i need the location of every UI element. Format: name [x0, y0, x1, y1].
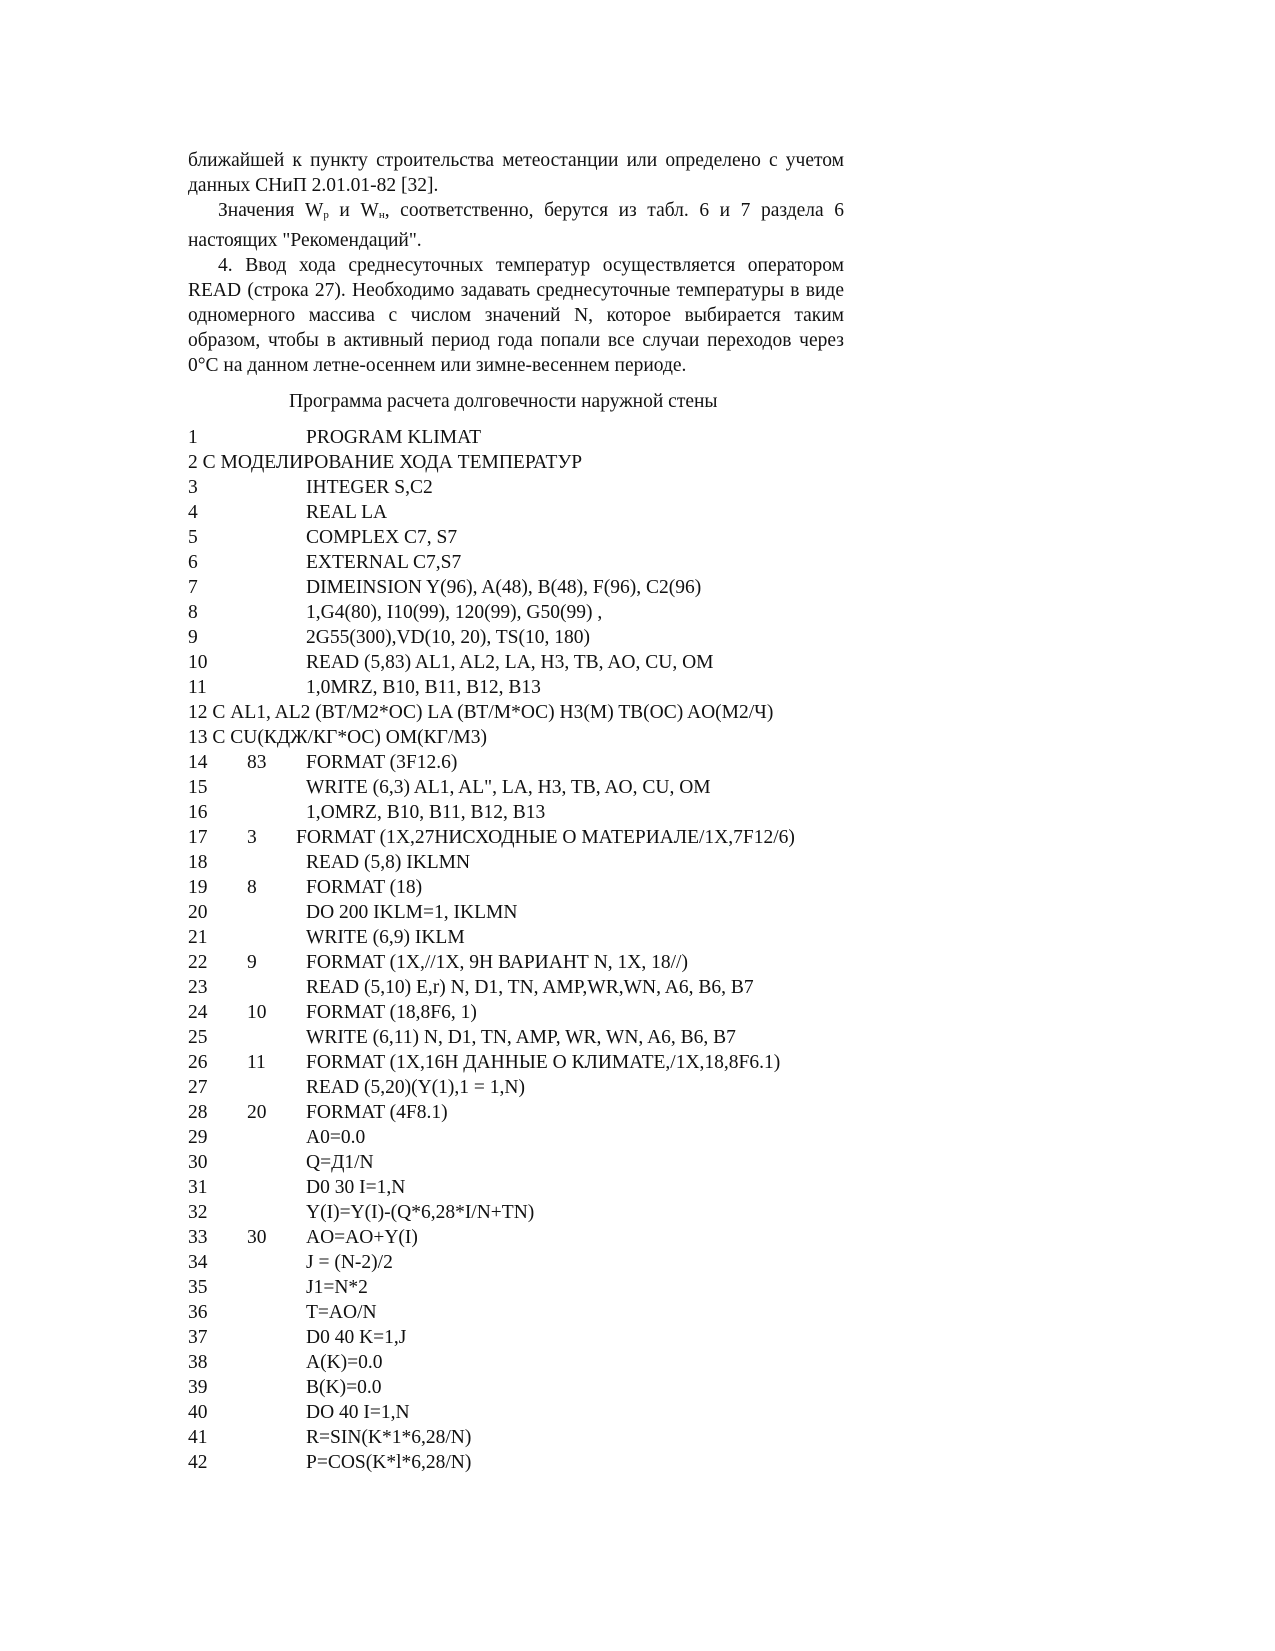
- code-line: [188, 475, 844, 500]
- line-number: 27: [188, 1077, 208, 1098]
- code-statement: 1,0MRZ, B10, B11, B12, B13: [306, 677, 541, 698]
- code-line: [188, 950, 844, 975]
- statement-label: 9: [247, 952, 257, 973]
- statement-label: 83: [247, 752, 267, 773]
- line-number: 17: [188, 827, 208, 848]
- code-line: [188, 1025, 844, 1050]
- line-number: 9: [188, 627, 198, 648]
- code-statement: FORMAT (18,8F6, 1): [306, 1002, 477, 1023]
- statement-label: 20: [247, 1102, 267, 1123]
- line-number: 41: [188, 1427, 208, 1448]
- line-number: 40: [188, 1402, 208, 1423]
- code-line: [188, 1050, 844, 1075]
- statement-label: 3: [247, 827, 257, 848]
- line-number: 14: [188, 752, 208, 773]
- line-number: 32: [188, 1202, 208, 1223]
- code-line: [188, 550, 844, 575]
- code-comment-line: 12 С AL1, AL2 (ВТ/М2*ОС) LA (ВТ/М*ОС) H3(M) TB(OC) AO(M2/Ч): [188, 702, 774, 723]
- code-line: [188, 750, 844, 775]
- line-number: 34: [188, 1252, 208, 1273]
- code-line: [188, 575, 844, 600]
- code-statement: READ (5,20)(Y(1),1 = 1,N): [306, 1077, 525, 1098]
- code-line: [188, 1375, 844, 1400]
- code-line: [188, 1000, 844, 1025]
- code-line: [188, 850, 844, 875]
- line-number: 26: [188, 1052, 208, 1073]
- line-number: 42: [188, 1452, 208, 1473]
- code-line: [188, 925, 844, 950]
- line-number: 21: [188, 927, 208, 948]
- code-line: [188, 700, 844, 725]
- line-number: 33: [188, 1227, 208, 1248]
- code-line: [188, 1075, 844, 1100]
- paragraph-2: Значения $W_р$ и $W_н$, соответственно, берутся из табл. 6 и 7 раздела 6 настоящих "Рекомендаций".: [188, 200, 845, 251]
- code-line: [188, 525, 844, 550]
- line-number: 4: [188, 502, 198, 523]
- code-line: [188, 1200, 844, 1225]
- code-statement: FORMAT (1X,16H ДАННЫЕ О КЛИМАТЕ,/1X,18,8F6.1): [306, 1052, 781, 1073]
- code-line: [188, 1150, 844, 1175]
- code-line: [188, 450, 844, 475]
- line-number: 23: [188, 977, 208, 998]
- code-line: [188, 675, 844, 700]
- code-line: [188, 1450, 844, 1475]
- line-number: 31: [188, 1177, 208, 1198]
- code-line: [188, 1100, 844, 1125]
- code-statement: 1,OMRZ, B10, B11, B12, B13: [306, 802, 546, 823]
- code-line: [188, 725, 844, 750]
- line-number: 15: [188, 777, 208, 798]
- line-number: 29: [188, 1127, 208, 1148]
- code-statement: READ (5,8) IKLMN: [306, 852, 471, 873]
- code-line: [188, 825, 844, 850]
- code-line: [188, 875, 844, 900]
- line-number: 28: [188, 1102, 208, 1123]
- code-line: [188, 1125, 844, 1150]
- code-statement: D0 30 I=1,N: [306, 1177, 406, 1198]
- code-line: [188, 1425, 844, 1450]
- code-line: [188, 1275, 844, 1300]
- statement-label: 10: [247, 1002, 267, 1023]
- program-title: Программа расчета долговечности наружной стены: [289, 391, 718, 412]
- statement-label: 30: [247, 1227, 267, 1248]
- code-line: [188, 1225, 844, 1250]
- line-number: 11: [188, 677, 207, 698]
- code-statement: WRITE (6,9) IKLM: [306, 927, 465, 948]
- line-number: 39: [188, 1377, 208, 1398]
- code-statement: PROGRAM KLIMAT: [306, 427, 481, 448]
- code-statement: WRITE (6,3) AL1, AL", LA, H3, TB, AO, CU, OM: [306, 777, 711, 798]
- line-number: 1: [188, 427, 198, 448]
- code-statement: A(K)=0.0: [306, 1352, 383, 1373]
- code-statement: READ (5,10) E,r) N, D1, TN, AMP,WR,WN, A6, B6, B7: [306, 977, 754, 998]
- line-number: 25: [188, 1027, 208, 1048]
- line-number: 30: [188, 1152, 208, 1173]
- code-statement: FORMAT (1X,27НИСХОДНЫЕ О МАТЕРИАЛЕ/1X,7F12/6): [296, 827, 795, 848]
- code-line: [188, 425, 844, 450]
- code-statement: DO 200 IKLM=1, IKLMN: [306, 902, 518, 923]
- code-line: [188, 1250, 844, 1275]
- line-number: 6: [188, 552, 198, 573]
- code-statement: Q=Д1/N: [306, 1152, 374, 1173]
- code-line: [188, 975, 844, 1000]
- line-number: 24: [188, 1002, 208, 1023]
- code-statement: B(K)=0.0: [306, 1377, 382, 1398]
- line-number: 22: [188, 952, 208, 973]
- code-line: [188, 1175, 844, 1200]
- code-statement: EXTERNAL C7,S7: [306, 552, 462, 573]
- code-statement: J = (N-2)/2: [306, 1252, 393, 1273]
- line-number: 35: [188, 1277, 208, 1298]
- code-statement: DIMEINSION Y(96), A(48), B(48), F(96), C2(96): [306, 577, 702, 598]
- line-number: 20: [188, 902, 208, 923]
- code-statement: P=COS(K*l*6,28/N): [306, 1452, 472, 1473]
- code-statement: T=AO/N: [306, 1302, 377, 1323]
- line-number: 10: [188, 652, 208, 673]
- code-line: [188, 900, 844, 925]
- code-statement: R=SIN(K*1*6,28/N): [306, 1427, 472, 1448]
- code-line: [188, 600, 844, 625]
- code-statement: 1,G4(80), I10(99), 120(99), G50(99) ,: [306, 602, 603, 623]
- code-statement: Y(I)=Y(I)-(Q*6,28*I/N+TN): [306, 1202, 535, 1223]
- line-number: 37: [188, 1327, 208, 1348]
- code-comment-line: 13 С CU(КДЖ/КГ*ОС) ОМ(КГ/М3): [188, 727, 487, 748]
- code-statement: DO 40 I=1,N: [306, 1402, 410, 1423]
- code-line: [188, 775, 844, 800]
- code-statement: FORMAT (1X,//1X, 9H ВАРИАНТ N, 1X, 18//): [306, 952, 688, 973]
- line-number: 38: [188, 1352, 208, 1373]
- line-number: 7: [188, 577, 198, 598]
- paragraph-1: ближайшей к пункту строительства метеостанции или определено с учетом данных СНиП 2.01.01-82 [32].: [188, 150, 844, 196]
- code-statement: J1=N*2: [306, 1277, 368, 1298]
- code-line: [188, 1350, 844, 1375]
- code-statement: FORMAT (3F12.6): [306, 752, 458, 773]
- paragraph-3: 4. Ввод хода среднесуточных температур осуществляется оператором READ (строка 27). Необходимо задавать среднесуточные температуры в виде одномерного массива с числом значений N, которое выбирается таким образом, чтобы в активный период года попали все случаи переходов через 0°С на данном летне-осеннем или зимне-весеннем периоде.: [188, 255, 844, 376]
- line-number: 3: [188, 477, 198, 498]
- code-statement: FORMAT (18): [306, 877, 423, 898]
- document-page: [188, 148, 844, 1475]
- code-statement: REAL LA: [306, 502, 388, 523]
- code-line: [188, 1325, 844, 1350]
- code-statement: IHTEGER S,C2: [306, 477, 433, 498]
- line-number: 8: [188, 602, 198, 623]
- code-statement: 2G55(300),VD(10, 20), TS(10, 180): [306, 627, 590, 648]
- code-line: [188, 800, 844, 825]
- code-statement: A0=0.0: [306, 1127, 366, 1148]
- code-statement: AO=AO+Y(I): [306, 1227, 418, 1248]
- line-number: 5: [188, 527, 198, 548]
- code-line: [188, 500, 844, 525]
- line-number: 19: [188, 877, 208, 898]
- line-number: 18: [188, 852, 208, 873]
- code-comment-line: 2 С МОДЕЛИРОВАНИЕ ХОДА ТЕМПЕРАТУР: [188, 452, 583, 473]
- line-number: 16: [188, 802, 208, 823]
- code-statement: READ (5,83) AL1, AL2, LA, H3, TB, AO, CU, OM: [306, 652, 714, 673]
- code-statement: D0 40 K=1,J: [306, 1327, 407, 1348]
- code-statement: COMPLEX C7, S7: [306, 527, 458, 548]
- code-line: [188, 1400, 844, 1425]
- code-line: [188, 625, 844, 650]
- program-listing: [188, 425, 844, 1475]
- code-statement: WRITE (6,11) N, D1, TN, AMP, WR, WN, A6, B6, B7: [306, 1027, 736, 1048]
- code-statement: FORMAT (4F8.1): [306, 1102, 448, 1123]
- statement-label: 11: [247, 1052, 266, 1073]
- line-number: 36: [188, 1302, 208, 1323]
- code-line: [188, 1300, 844, 1325]
- code-line: [188, 650, 844, 675]
- statement-label: 8: [247, 877, 257, 898]
